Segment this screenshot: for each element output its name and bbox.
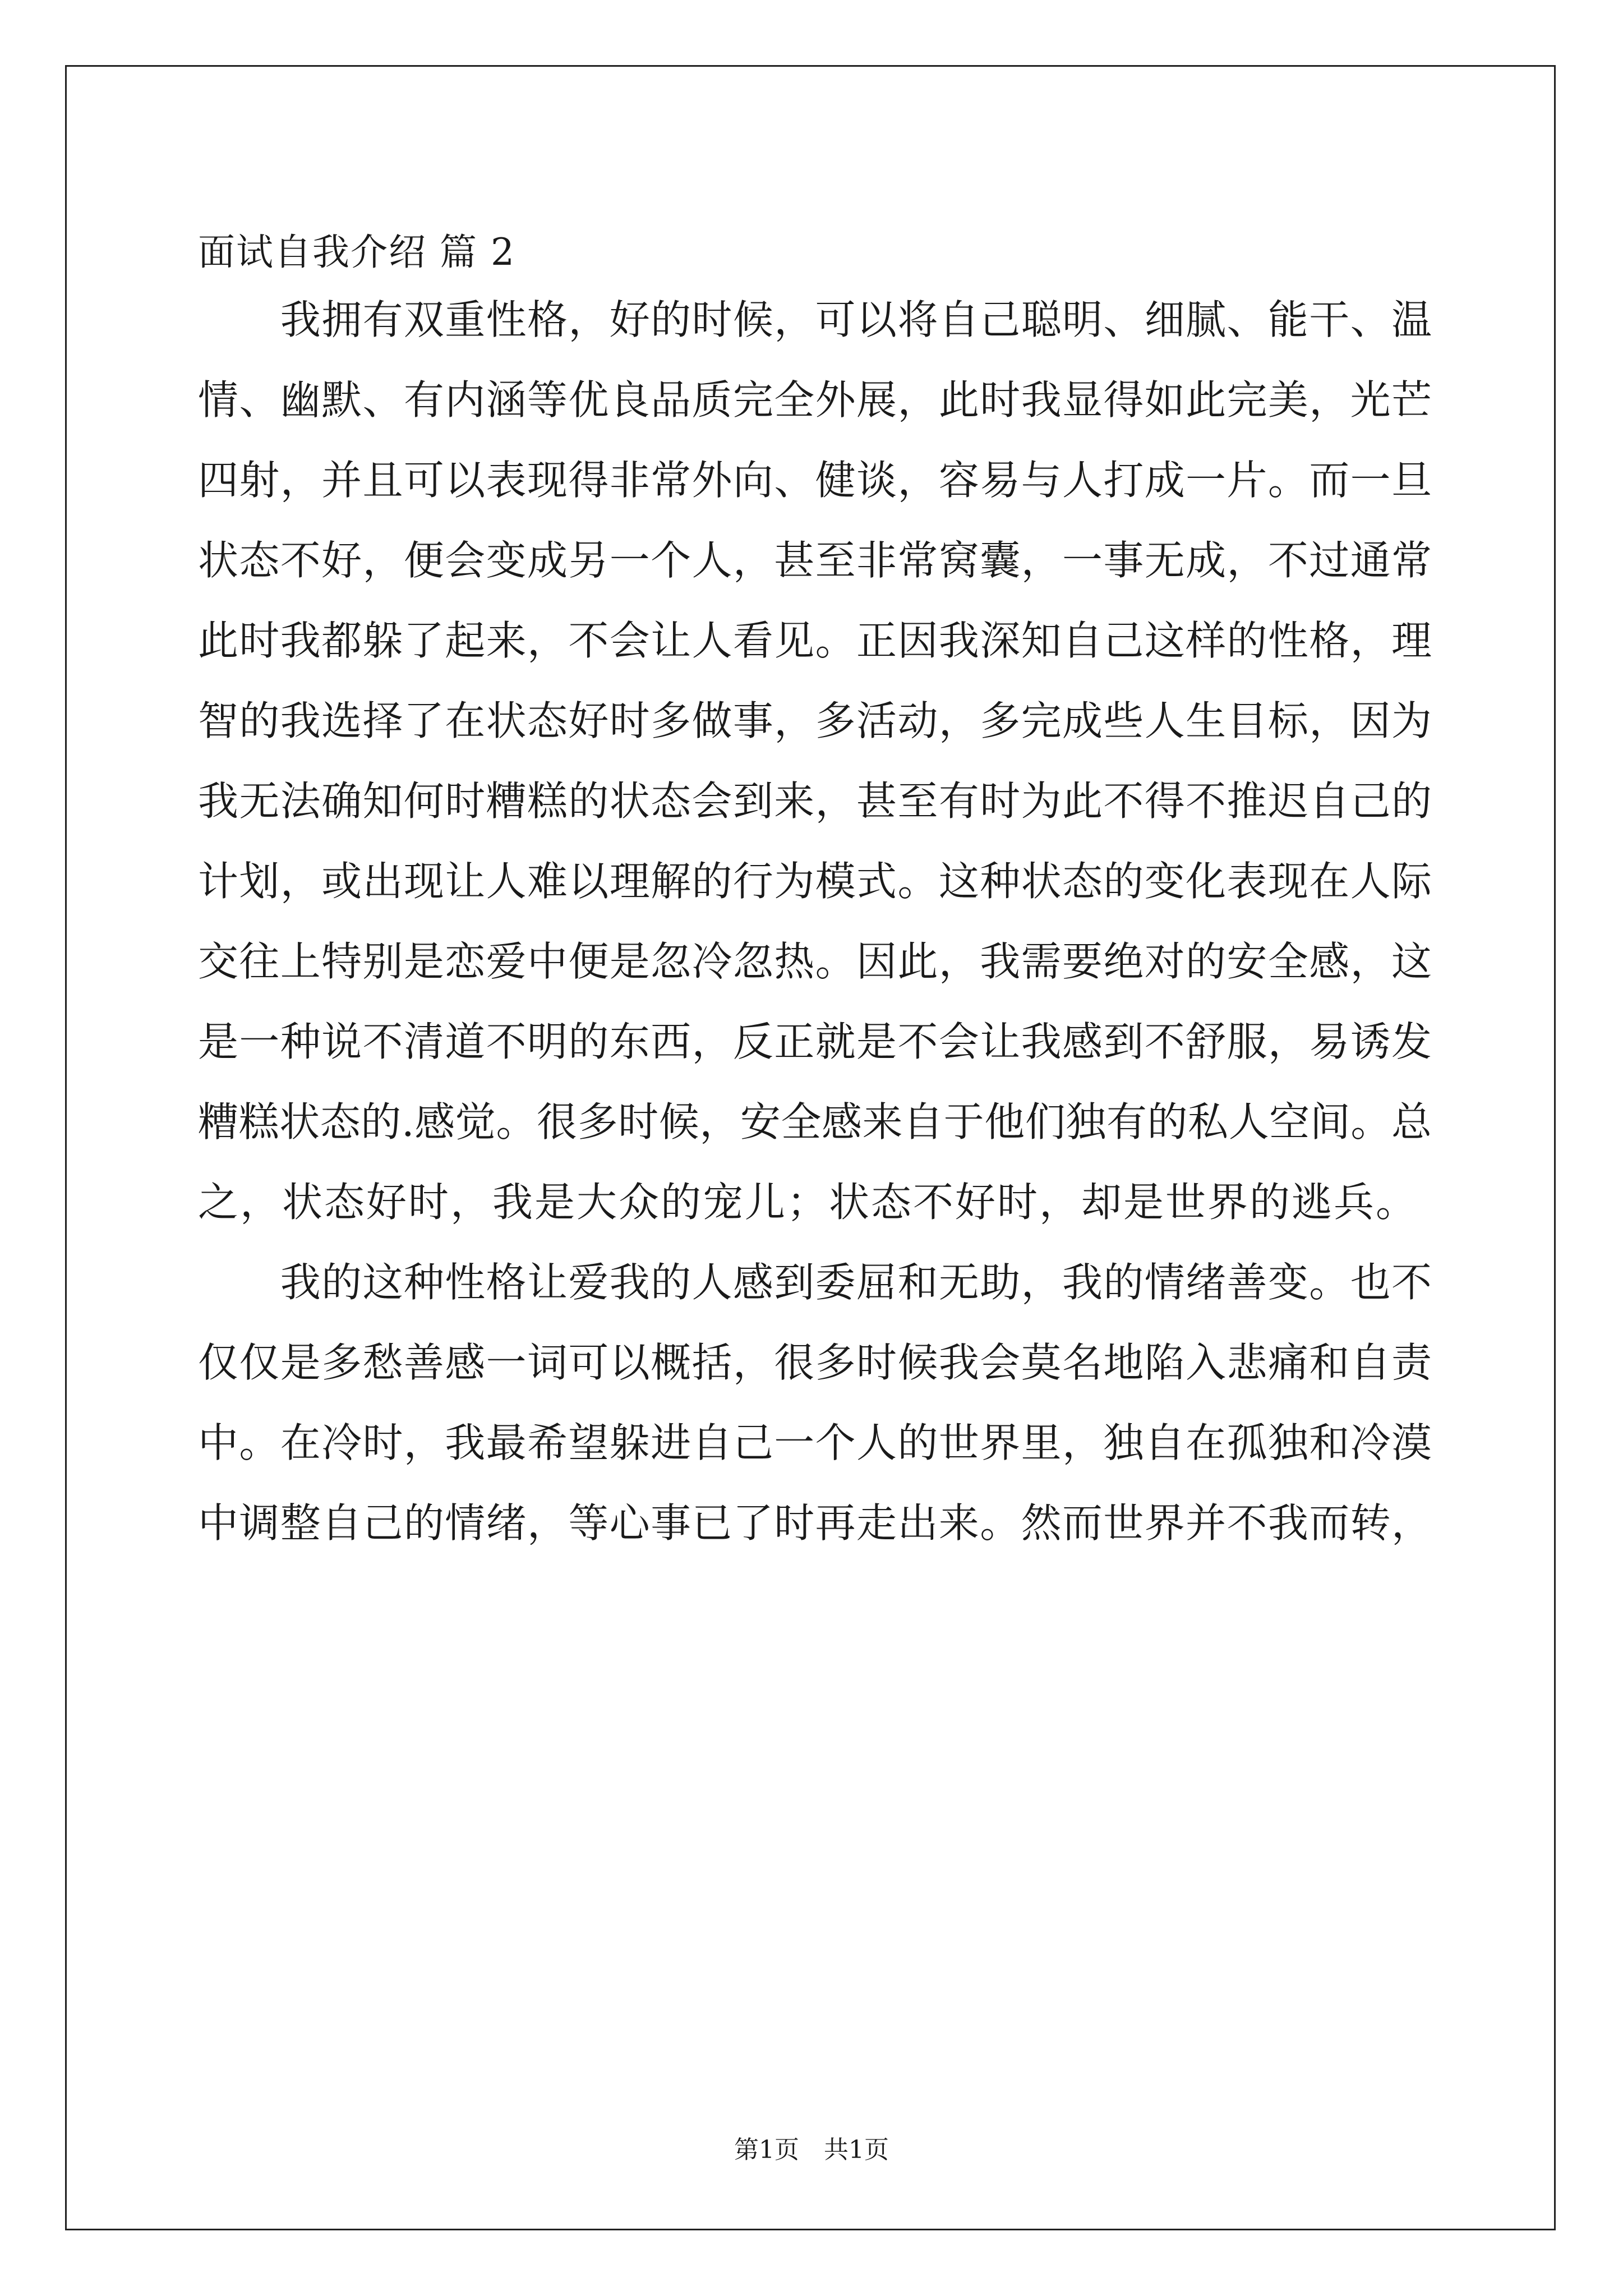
paragraph-2-line-1: 我的这种性格让爱我的人感到委屈和无助，我的情绪善变。也不 (198, 1259, 1432, 1306)
paragraph-1-line-4: 状态不好，便会变成另一个人，甚至非常窝囊，一事无成，不过通常 (198, 537, 1432, 584)
paragraph-1-line-6: 智的我选择了在状态好时多做事，多活动，多完成些人生目标，因为 (198, 697, 1432, 744)
paragraph-1-line-7: 我无法确知何时糟糕的状态会到来，甚至有时为此不得不推迟自己的 (198, 777, 1432, 825)
paragraph-2-line-4: 中调整自己的情绪，等心事已了时再走出来。然而世界并不我而转， (198, 1499, 1432, 1547)
page-footer: 第1页 共1页 (734, 2136, 889, 2164)
paragraph-1-line-11: 糟糕状态的.感觉。很多时候，安全感来自于他们独有的私人空间。总 (198, 1098, 1432, 1145)
paragraph-2-line-2: 仅仅是多愁善感一词可以概括，很多时候我会莫名地陷入悲痛和自责 (198, 1339, 1432, 1386)
paragraph-1-line-12: 之，状态好时，我是大众的宠儿；状态不好时，却是世界的逃兵。 (198, 1179, 1418, 1226)
paragraph-1-line-1: 我拥有双重性格，好的时候，可以将自己聪明、细腻、能干、温 (198, 296, 1432, 343)
paragraph-1-line-2: 情、幽默、有内涵等优良品质完全外展，此时我显得如此完美，光芒 (198, 376, 1432, 424)
paragraph-1-line-9: 交往上特别是恋爱中便是忽冷忽热。因此，我需要绝对的安全感，这 (198, 938, 1432, 985)
section-heading: 面试自我介绍 篇 2 (198, 231, 515, 274)
paragraph-1-line-8: 计划，或出现让人难以理解的行为模式。这种状态的变化表现在人际 (198, 858, 1432, 905)
paragraph-2-line-3: 中。在冷时，我最希望躲进自己一个人的世界里，独自在孤独和冷漠 (198, 1419, 1432, 1466)
paragraph-1-line-10: 是一种说不清道不明的东西，反正就是不会让我感到不舒服，易诱发 (198, 1018, 1432, 1065)
paragraph-1-line-3: 四射，并且可以表现得非常外向、健谈，容易与人打成一片。而一旦 (198, 457, 1432, 504)
paragraph-1-line-5: 此时我都躲了起来，不会让人看见。正因我深知自己这样的性格，理 (198, 617, 1432, 664)
